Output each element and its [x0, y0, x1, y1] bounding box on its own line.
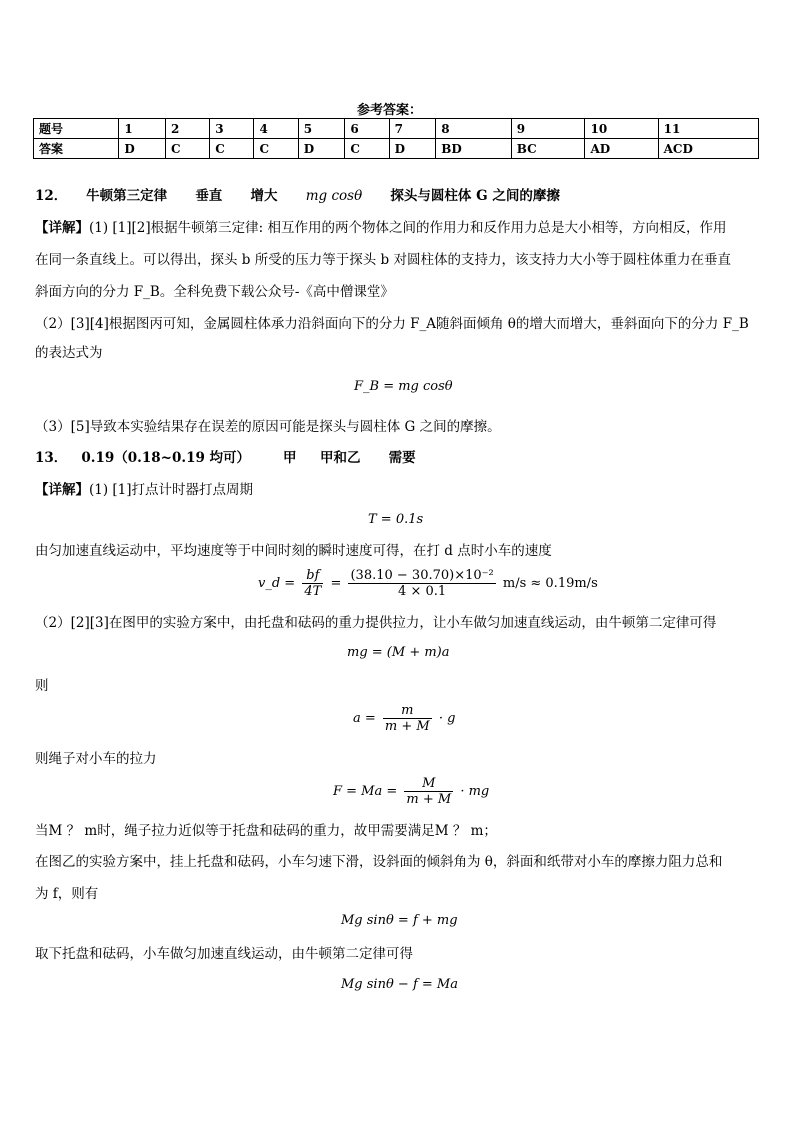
table-cell: 8 [436, 119, 512, 139]
table-cell: 6 [345, 119, 389, 139]
eq2-frac2-den: 4 × 0.1 [398, 584, 447, 599]
table-cell: D [389, 139, 436, 159]
q13-equation-3: mg = (M + m)a [347, 645, 450, 660]
q13-detail-line-8: 为 f，则有 [35, 886, 99, 902]
q12-detail-tag: 【详解】 [35, 220, 89, 236]
table-cell: 10 [585, 119, 658, 139]
table-cell: ACD [658, 139, 758, 159]
q13-equation-6: Mg sinθ = f + mg [341, 913, 458, 928]
q12-detail-line-2: 在同一条直线上。可以得出，探头 b 所受的压力等于探头 b 对圆柱体的支持力，该支持力大小等于圆柱体重力在垂直 [35, 252, 731, 268]
q13-detail-line-9: 取下托盘和砝码，小车做匀加速直线运动，由牛顿第二定律可得 [35, 946, 413, 962]
q13-detail-line-6: 当M ？ m时，绳子拉力近似等于托盘和砝码的重力，故甲需要满足M ？ m； [35, 823, 497, 839]
q12-detail-line-1 [35, 218, 727, 238]
eq4-lhs: a = [353, 711, 376, 726]
q12-answer-line [35, 186, 560, 206]
q13-answer-line [35, 448, 416, 468]
q13-blank-3: 甲和乙 [319, 450, 361, 466]
q13-detail-line-3: （2）[2][3]在图甲的实验方案中，由托盘和砝码的重力提供拉力，让小车做匀加速直线运动，由牛顿第二定律可得 [35, 615, 717, 631]
eq5-rhs: · mg [460, 784, 490, 799]
table-cell: 1 [119, 119, 166, 139]
q12-blank-1: 牛顿第三定律 [86, 188, 168, 204]
table-cell: C [210, 139, 254, 159]
q12-number: 12． [35, 188, 68, 204]
q13-detail-tag: 【详解】 [35, 482, 89, 498]
q13-equation-5 [333, 776, 489, 807]
table-cell: 2 [165, 119, 209, 139]
q12-blank-3: 增大 [250, 188, 278, 204]
table-cell: 5 [298, 119, 345, 139]
table-cell: BD [436, 139, 512, 159]
q12-text: (1) [1][2]根据牛顿第三定律: 相互作用的两个物体之间的作用力和反作用力总是大小相等，方向相反，作用 [89, 220, 727, 236]
eq4-num: m [383, 703, 432, 719]
eq2-fraction-2 [348, 568, 495, 599]
q13-detail-line-4: 则 [35, 678, 49, 694]
table-cell: 答案 [34, 139, 119, 159]
table-cell: BC [511, 139, 585, 159]
table-cell: 7 [389, 119, 436, 139]
q13-detail-line-5: 则绳子对小车的拉力 [35, 751, 157, 767]
q13-blank-4: 需要 [388, 450, 416, 466]
table-cell: D [298, 139, 345, 159]
eq4-den: m + M [384, 719, 430, 734]
table-row-answers [34, 139, 759, 159]
table-cell: 3 [210, 119, 254, 139]
q13-detail-line-1 [35, 480, 253, 500]
table-cell: 题号 [34, 119, 119, 139]
q12-blank-2: 垂直 [195, 188, 223, 204]
q13-detail-line-7: 在图乙的实验方案中，挂上托盘和砝码，小车匀速下滑，设斜面的倾斜角为 θ，斜面和纸带对小车的摩擦力阻力总和 [35, 854, 723, 870]
q12-detail-line-5: 的表达式为 [35, 345, 103, 361]
table-cell: D [119, 139, 166, 159]
q12-blank-5: 探头与圆柱体 G 之间的摩擦 [390, 188, 560, 204]
eq2-frac1-den: 4T [304, 584, 322, 599]
eq5-den: m + M [406, 792, 452, 807]
answer-table [33, 118, 759, 159]
q13-text: (1) [1]打点计时器打点周期 [89, 482, 254, 498]
eq4-rhs: · g [438, 711, 456, 726]
table-cell: 11 [658, 119, 758, 139]
q12-detail-line-3: 斜面方向的分力 F_B。全科免费下载公众号-《高中僧课堂》 [35, 284, 394, 300]
table-cell: C [345, 139, 389, 159]
q13-equation-2: v_d = $\frac{bf}{4T}$ = $\frac{\text{(38.10 − 30.70)×10⁻²}}{4 \times 0.1}$ m/s ≈ 0.19m/s [258, 568, 598, 599]
answer-title: 参考答案： [357, 103, 423, 118]
table-cell: C [254, 139, 298, 159]
eq2-frac1-num: bf [302, 568, 323, 584]
q12-detail-line-6: （3）[5]导致本实验结果存在误差的原因可能是探头与圆柱体 G 之间的摩擦。 [35, 419, 501, 435]
table-cell: AD [585, 139, 658, 159]
q13-blank-2: 甲 [282, 450, 297, 466]
q12-detail-line-4: （2）[3][4]根据图丙可知，金属圆柱体承力沿斜面向下的分力 F_A随斜面倾角 θ的增大而增大，垂斜面向下的分力 F_B [35, 316, 749, 332]
eq2-frac2-num: (38.10 − 30.70)×10⁻² [350, 568, 494, 583]
eq2-lhs: v_d = [258, 576, 296, 591]
q12-blank-4: mg cosθ [305, 188, 363, 204]
eq2-fraction-1 [302, 568, 323, 599]
q13-equation-1: T = 0.1s [368, 512, 424, 527]
q13-blank-1: 0.19（0.18~0.19 均可） [81, 450, 251, 466]
table-cell: 9 [511, 119, 585, 139]
eq4-fraction [383, 703, 432, 734]
q13-equation-7: Mg sinθ − f = Ma [341, 977, 458, 992]
eq5-lhs: F = Ma = [333, 784, 398, 799]
eq5-num: M [404, 776, 453, 792]
eq5-fraction [404, 776, 453, 807]
q13-equation-4 [353, 703, 455, 734]
q13-detail-line-2: 由匀加速直线运动中，平均速度等于中间时刻的瞬时速度可得，在打 d 点时小车的速度 [35, 543, 552, 559]
table-cell: C [165, 139, 209, 159]
q13-number: 13． [35, 450, 68, 466]
q12-equation-1: F_B = mg cosθ [354, 379, 453, 394]
table-cell: 4 [254, 119, 298, 139]
table-row-header [34, 119, 759, 139]
eq2-rhs: m/s ≈ 0.19m/s [502, 576, 598, 591]
